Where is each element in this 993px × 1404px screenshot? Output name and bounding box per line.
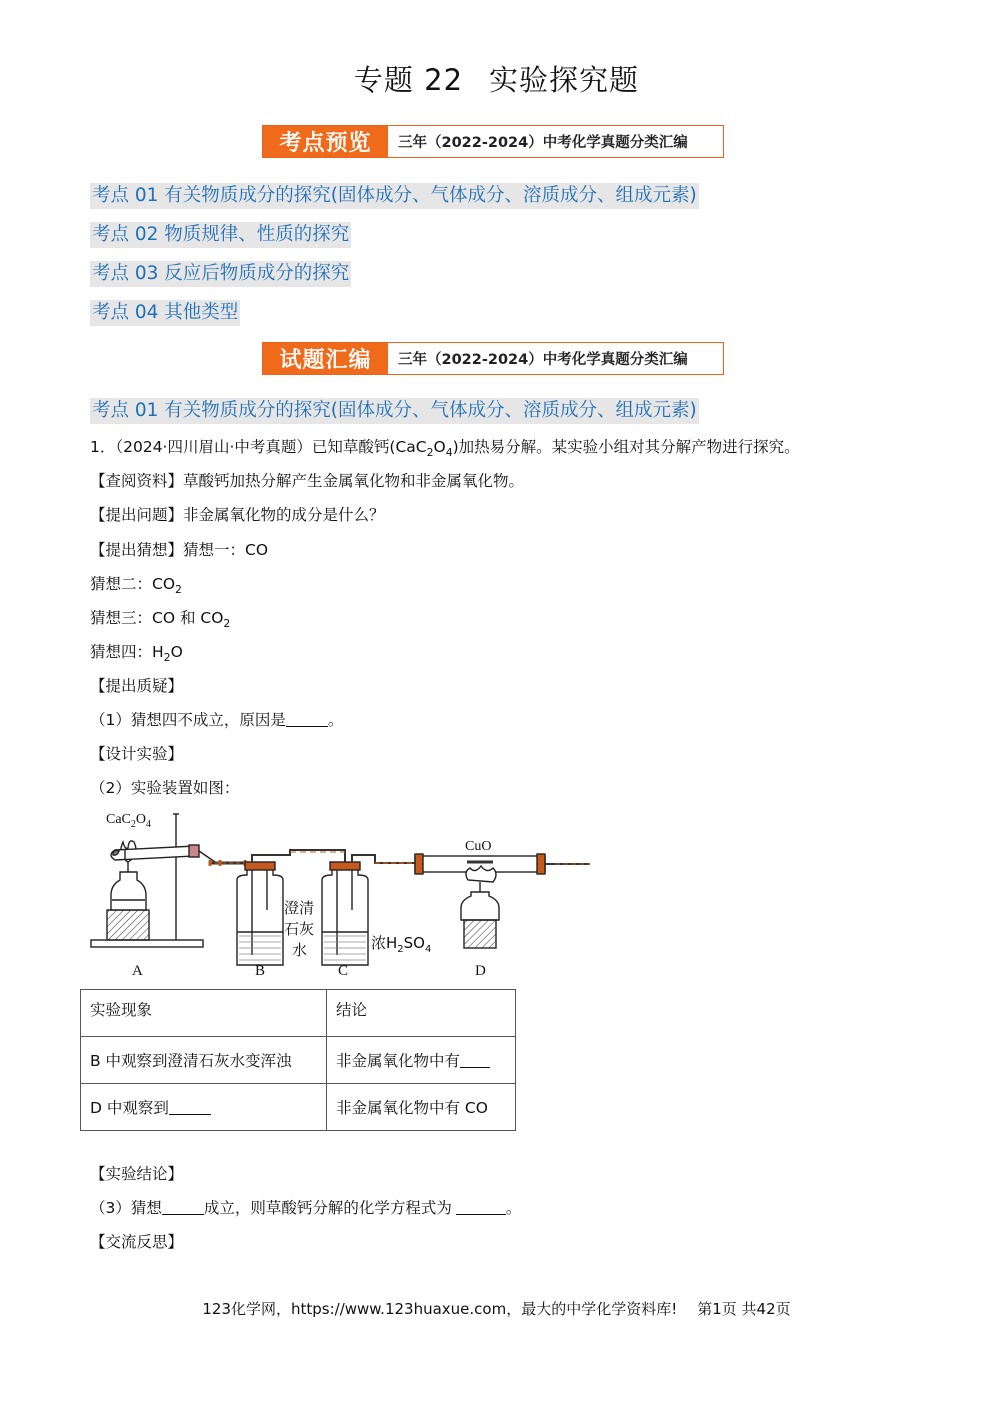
question-intro: 1．（2024·四川眉山·中考真题）已知草酸钙$(CaC_2O_4)$加热易分解。某实验小组对其分解产物进行探究。	[90, 438, 800, 459]
label-limewater-3: 水	[292, 941, 308, 959]
banner-tag: 考点预览	[263, 126, 388, 157]
doubt-heading: 【提出质疑】	[90, 677, 184, 695]
info-line: 【查阅资料】草酸钙加热分解产生金属氧化物和非金属氧化物。	[90, 472, 525, 490]
conclusion-heading: 【实验结论】	[90, 1165, 184, 1183]
label-h2so4: 浓$H_2SO_4$	[371, 934, 432, 955]
banner-subtitle: 三年（2022-2024）中考化学真题分类汇编	[398, 135, 688, 151]
page-footer	[0, 1298, 993, 1319]
label-limewater-2: 石灰	[284, 920, 315, 938]
table-header: 实验现象	[81, 990, 327, 1037]
table-header-row	[81, 990, 516, 1037]
table-header: 结论	[327, 990, 516, 1037]
table-row	[81, 1084, 516, 1131]
section-heading: 考点 01 有关物质成分的探究(固体成分、气体成分、溶质成分、组成元素)	[90, 398, 699, 424]
answer-blank[interactable]	[456, 1199, 506, 1216]
guess-4: 猜想四：$H_2O$	[90, 643, 183, 664]
table-row	[81, 1037, 516, 1084]
table-cell: 非金属氧化物中有 CO	[327, 1084, 516, 1131]
toc-item-4[interactable]: 考点 04 其他类型	[90, 300, 240, 326]
question-line: 【提出问题】非金属氧化物的成分是什么？	[90, 506, 385, 524]
questions-banner	[262, 342, 724, 375]
reflect-heading: 【交流反思】	[90, 1233, 184, 1251]
answer-blank[interactable]	[460, 1052, 490, 1069]
apparatus-diagram	[85, 800, 600, 985]
label-c: C	[338, 963, 349, 979]
guess-1: 【提出猜想】猜想一：CO	[90, 541, 269, 559]
sub-question-1: （1）猜想四不成立，原因是 。	[90, 711, 344, 729]
sub-question-3: （3）猜想 成立，则草酸钙分解的化学方程式为 。	[90, 1199, 522, 1217]
sub-question-2: （2）实验装置如图：	[90, 779, 240, 797]
table-cell: 非金属氧化物中有	[327, 1037, 516, 1084]
label-d: D	[475, 963, 486, 979]
label-cac2o4: $CaC_2O_4$	[106, 812, 152, 830]
page-title: 专题 22 实验探究题	[353, 63, 640, 97]
table-cell: B 中观察到澄清石灰水变浑浊	[81, 1037, 327, 1084]
answer-blank[interactable]	[162, 1199, 204, 1216]
banner-subtitle: 三年（2022-2024）中考化学真题分类汇编	[398, 352, 688, 368]
toc-item-1[interactable]: 考点 01 有关物质成分的探究(固体成分、气体成分、溶质成分、组成元素)	[90, 183, 699, 209]
answer-blank[interactable]	[286, 711, 328, 728]
footer-site[interactable]: 123化学网，https://www.123huaxue.com，最大的中学化学资料库!	[202, 1300, 678, 1318]
result-table	[80, 989, 516, 1131]
design-heading: 【设计实验】	[90, 745, 184, 763]
answer-blank[interactable]	[169, 1099, 211, 1116]
guess-3: 猜想三：CO 和 $CO_2$	[90, 609, 231, 630]
toc-item-2[interactable]: 考点 02 物质规律、性质的探究	[90, 222, 351, 248]
preview-banner	[262, 125, 724, 158]
toc-item-3[interactable]: 考点 03 反应后物质成分的探究	[90, 261, 351, 287]
guess-2: 猜想二：$CO_2$	[90, 575, 182, 596]
label-cuo: CuO	[465, 839, 492, 854]
label-a: A	[132, 963, 143, 979]
label-limewater-1: 澄清	[284, 899, 315, 917]
page-number: 第1页 共42页	[697, 1300, 791, 1318]
banner-tag: 试题汇编	[263, 343, 388, 374]
label-b: B	[255, 963, 266, 979]
table-cell: D 中观察到	[81, 1084, 327, 1131]
